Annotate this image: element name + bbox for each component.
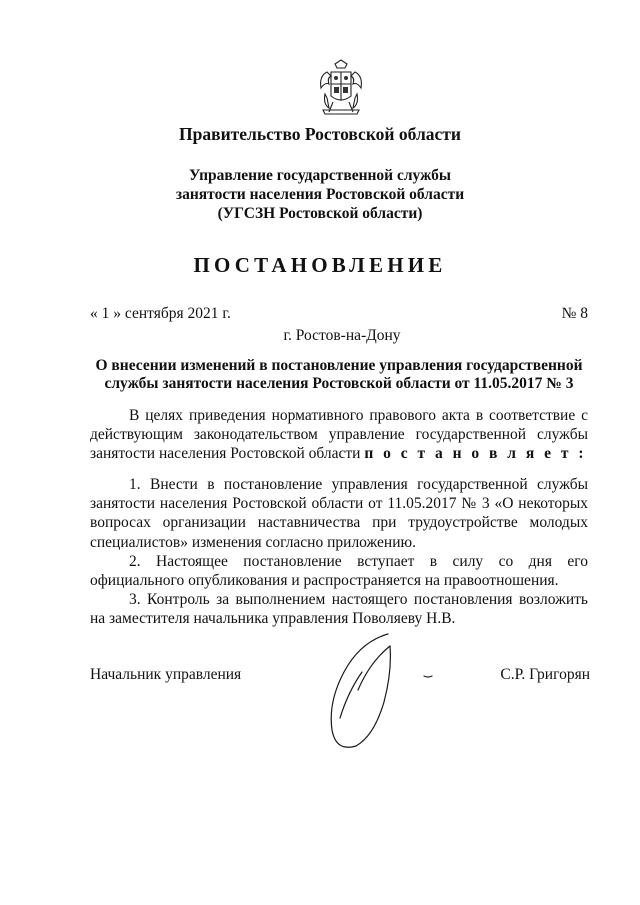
signatory-name: С.Р. Григорян: [500, 666, 590, 683]
organization-title: Правительство Ростовской области: [179, 124, 461, 144]
subject-line: службы занятости населения Ростовской области от 11.05.2017 № 3: [104, 374, 574, 392]
department-line: занятости населения Ростовской области: [175, 186, 465, 203]
signatory-role: Начальник управления: [90, 666, 242, 683]
handwritten-signature: [300, 632, 450, 757]
document-type-heading: ПОСТАНОВЛЕНИЕ: [193, 253, 447, 277]
coat-of-arms-emblem: [315, 58, 367, 116]
decree-item: 2. Настоящее постановление вступает в силу со дня его официального опубликования и распространяется на правоотношения.: [90, 552, 588, 590]
document-date: « 1 » сентября 2021 г.: [90, 305, 231, 322]
department-line: Управление государственной службы: [189, 167, 451, 184]
subject-line: О внесении изменений в постановление управления государственной: [95, 357, 583, 374]
preamble-paragraph: [90, 406, 588, 464]
document-city: г. Ростов-на-Дону: [283, 327, 401, 344]
decree-word: п о с т а н о в л я е т :: [364, 445, 587, 463]
department-block: [0, 166, 640, 223]
decree-items: [90, 475, 588, 629]
decree-item: 1. Внести в постановление управления государственной службы занятости населения Ростовской области от 11.05.2017 № 3 «О некоторых вопросах организации наставничества при трудоустройстве молодых специалистов» изменения согласно приложению.: [90, 476, 588, 551]
preamble-text: В целях приведения нормативного правового акта в соответствие с действующим законодательством управление государственной службы занятости населения Ростовской области: [90, 407, 588, 463]
document-subject: [90, 357, 588, 392]
document-number: № 8: [561, 305, 588, 322]
department-abbreviation: (УГСЗН Ростовской области): [217, 205, 423, 222]
decree-item: 3. Контроль за выполнением настоящего постановления возложить на заместителя начальника управления Поволяеву Н.В.: [90, 591, 588, 628]
